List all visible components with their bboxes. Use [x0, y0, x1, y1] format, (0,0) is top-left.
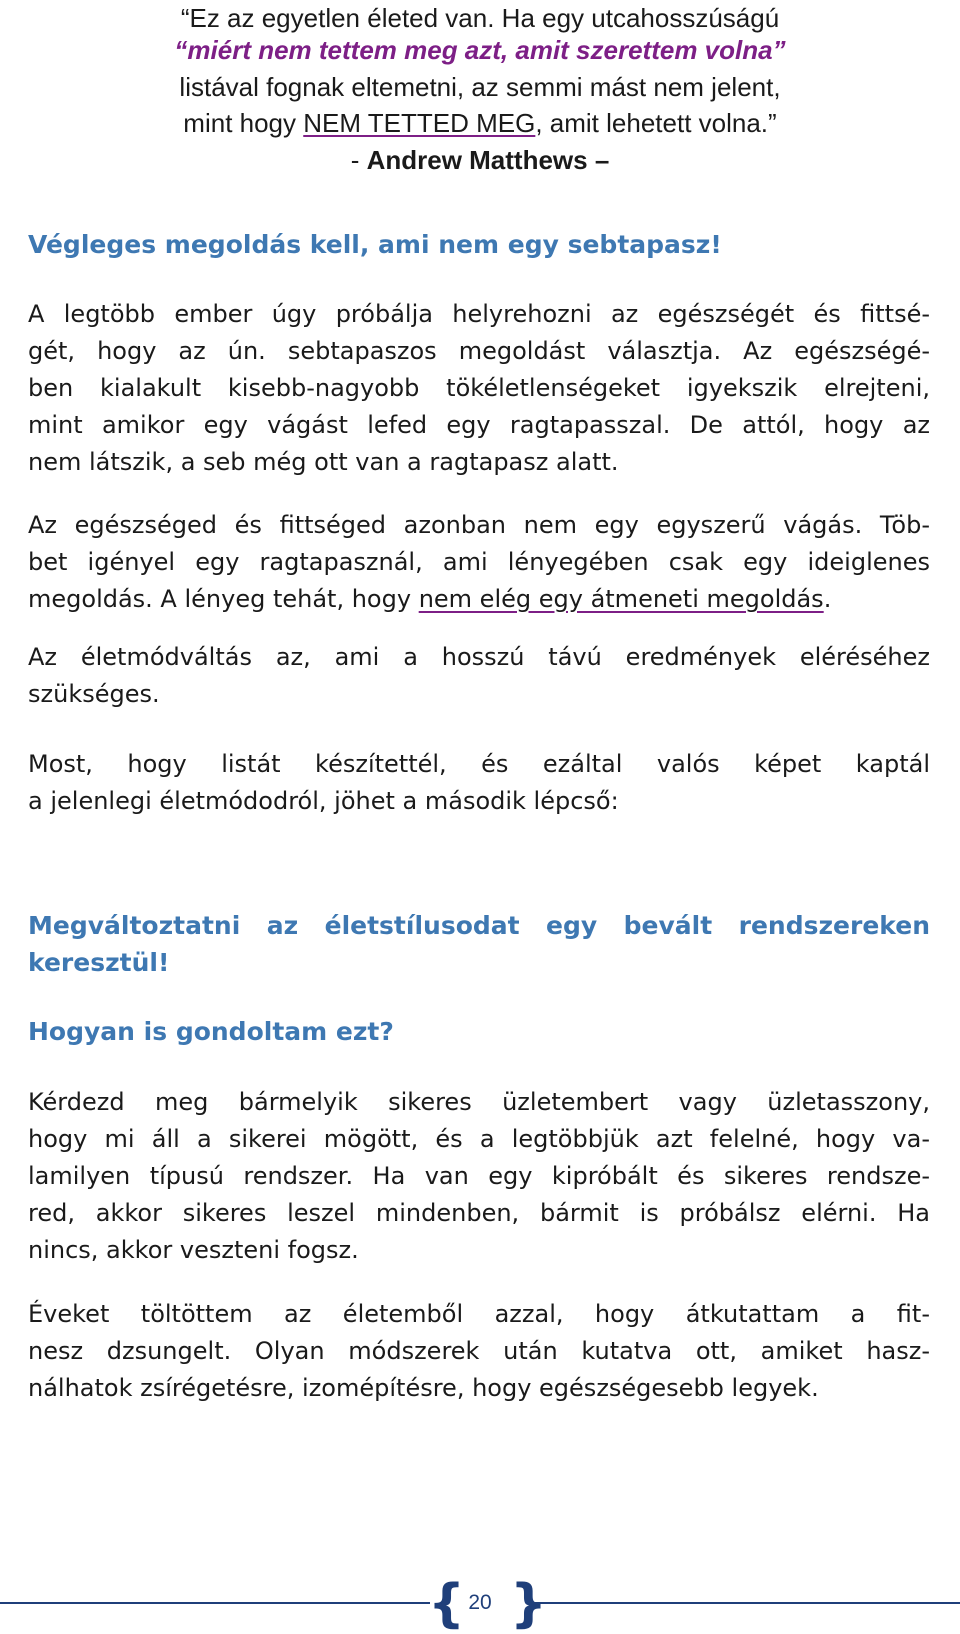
paragraph-line: Az életmódváltás az, ami a hosszú távú eredmények eléréséhez — [28, 643, 930, 671]
page-number: 20 — [468, 1591, 492, 1614]
paragraph-2 — [28, 507, 930, 618]
paragraph-line: A legtöbb ember úgy próbálja helyrehozni az egészségét és fittsé- — [28, 300, 930, 328]
paragraph-3 — [28, 639, 930, 713]
paragraph-line: nincs, akkor veszteni fogsz. — [28, 1236, 359, 1264]
underlined-text: nem elég egy átmeneti megoldás — [418, 585, 824, 613]
quote-author — [0, 142, 960, 180]
quote-text: “Ez az egyetlen életed van. Ha egy utcahosszúságú — [180, 3, 780, 33]
paragraph-text: . — [823, 585, 832, 613]
paragraph-6 — [28, 1296, 930, 1407]
section-heading-1: Végleges megoldás kell, ami nem egy sebtapasz! — [28, 230, 722, 259]
quote-text: , amit lehetett volna.” — [535, 108, 777, 138]
paragraph-line: mint amikor egy vágást lefed egy ragtapasszal. De attól, hogy az — [28, 411, 930, 439]
paragraph-5 — [28, 1084, 930, 1269]
quote-text: mint hogy — [183, 108, 304, 138]
quote-line-3 — [0, 69, 960, 107]
quote-line-2 — [0, 32, 960, 70]
paragraph-line: Kérdezd meg bármelyik sikeres üzletembert vagy üzletasszony, — [28, 1088, 930, 1116]
quote-line-4 — [0, 105, 960, 143]
footer-rule-left — [0, 1602, 430, 1604]
quote-underlined-text: NEM TETTED MEG — [303, 108, 536, 138]
paragraph-line — [28, 581, 930, 618]
quote-emphasis: “miért nem tettem meg azt, amit szerettem volna” — [174, 35, 786, 65]
section-heading-3: Hogyan is gondoltam ezt? — [28, 1017, 394, 1046]
paragraph-line: a jelenlegi életmódodról, jöhet a második lépcső: — [28, 787, 619, 815]
paragraph-text: megoldás. A lényeg tehát, hogy — [28, 585, 419, 613]
quote-text: listával fognak eltemetni, az semmi mást nem jelent, — [179, 72, 781, 102]
paragraph-line: szükséges. — [28, 680, 160, 708]
section-heading-2 — [28, 907, 930, 981]
paragraph-4 — [28, 746, 930, 820]
paragraph-line: nem látszik, a seb még ott van a ragtapasz alatt. — [28, 448, 619, 476]
right-brace-icon: } — [510, 1574, 548, 1634]
paragraph-line: ben kialakult kisebb-nagyobb tökéletlenségeket igyekszik elrejteni, — [28, 374, 930, 402]
paragraph-line: Az egészséged és fittséged azonban nem egy egyszerű vágás. Töb- — [28, 511, 930, 539]
footer-rule-right — [528, 1602, 960, 1604]
left-brace-icon: { — [428, 1574, 466, 1634]
paragraph-line: lamilyen típusú rendszer. Ha van egy kipróbált és sikeres rendsze- — [28, 1162, 930, 1190]
heading-line: keresztül! — [28, 948, 170, 977]
paragraph-line: nálhatok zsírégetésre, izomépítésre, hogy egészségesebb legyek. — [28, 1374, 819, 1402]
paragraph-line: Most, hogy listát készítettél, és ezáltal valós képet kaptál — [28, 750, 930, 778]
paragraph-line: nesz dzsungelt. Olyan módszerek után kutatva ott, amiket hasz- — [28, 1337, 930, 1365]
paragraph-line: bet igényel egy ragtapasznál, ami lényegében csak egy ideiglenes — [28, 548, 930, 576]
paragraph-line: red, akkor sikeres leszel mindenben, bármit is próbálsz elérni. Ha — [28, 1199, 930, 1227]
paragraph-line: gét, hogy az ún. sebtapaszos megoldást választja. Az egészségé- — [28, 337, 930, 365]
quote-author-name: Andrew Matthews – — [366, 145, 610, 175]
paragraph-line: Éveket töltöttem az életemből azzal, hogy átkutattam a fit- — [28, 1300, 930, 1328]
quote-dash: - — [350, 145, 367, 175]
paragraph-line: hogy mi áll a sikerei mögött, és a legtöbbjük azt felelné, hogy va- — [28, 1125, 930, 1153]
paragraph-1 — [28, 296, 930, 481]
heading-line: Megváltoztatni az életstílusodat egy bevált rendszereken — [28, 911, 930, 940]
